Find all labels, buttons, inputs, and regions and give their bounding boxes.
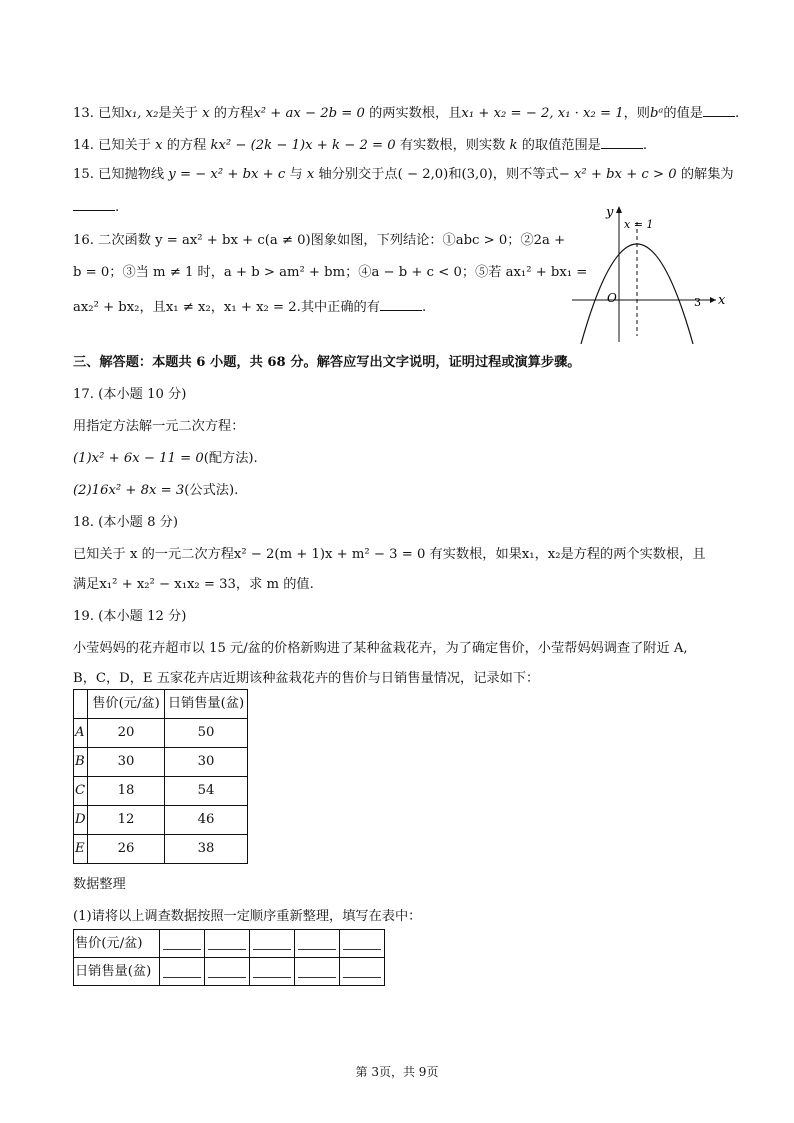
q15-inequality: − x² + bx + c > 0: [558, 167, 677, 182]
question-19-line2: B，C，D，E 五家花卉店近期该种盆栽花卉的售价与日销售量情况，记录如下：: [73, 671, 540, 686]
question-17-part2: [73, 484, 238, 497]
q13-text-5: ，则: [623, 106, 650, 121]
question-16-line3: [73, 298, 426, 314]
q13-text-3: 的方程: [209, 106, 254, 121]
table-row: [74, 806, 248, 835]
q16-text-2: .: [421, 300, 427, 315]
q14-text-4: 的取值范围是: [517, 138, 601, 153]
question-17-head: 17. (本小题 10 分): [73, 387, 187, 402]
question-19-line1: 小莹妈妈的花卉超市以 15 元/盆的价格新购进了某种盆栽花卉，为了确定售价，小莹帮妈妈调查了附近 A,: [73, 641, 688, 656]
row-label: D: [74, 806, 88, 835]
answer-blank[interactable]: [703, 104, 735, 117]
q15-text-6: 的解集为: [676, 167, 734, 182]
q14-text: 14. 已知关于: [73, 138, 156, 153]
q14-text-3: 有实数根，则实数: [395, 138, 510, 153]
price-cell: 26: [88, 835, 165, 864]
table-row: [74, 719, 248, 748]
row-label: A: [74, 719, 88, 748]
q15-x: x: [306, 167, 315, 182]
q14-x: x: [155, 138, 163, 153]
fill-cell[interactable]: [250, 958, 295, 986]
question-16-line1: 16. 二次函数 y = ax² + bx + c(a ≠ 0)图象如图，下列结论：①abc > 0；②2a +: [73, 233, 566, 248]
table-header-row: [74, 690, 248, 719]
survey-data-table: [73, 689, 248, 864]
question-15-line2: [73, 198, 119, 214]
sales-cell: 50: [165, 719, 248, 748]
fill-row-label-price: 售价(元/盆): [74, 930, 160, 958]
section-3-heading: 三、解答题：本题共 6 小题，共 68 分。解答应写出文字说明，证明过程或演算步骤。: [73, 355, 581, 370]
question-19-head: 19. (本小题 12 分): [73, 609, 187, 624]
answer-blank[interactable]: [380, 298, 422, 311]
symmetry-label: x = 1: [624, 218, 654, 231]
question-17-part1: [73, 452, 258, 465]
q15-parabola: y = − x² + bx + c: [168, 167, 286, 182]
fill-cell[interactable]: [205, 930, 250, 958]
table-row: [74, 835, 248, 864]
question-19-part1: (1)请将以上调查数据按照一定顺序重新整理，填写在表中：: [73, 909, 422, 924]
q15-text-2: 与: [285, 167, 307, 182]
fill-row-label-sales: 日销售量(盆): [74, 958, 160, 986]
q14-k: k: [509, 138, 518, 153]
y-axis-arrow: [616, 206, 622, 213]
origin-label: O: [607, 291, 617, 305]
table-row: [74, 748, 248, 777]
question-18-line1: 已知关于 x 的一元二次方程x² − 2(m + 1)x + m² − 3 = 0 有实数根，如果x₁，x₂是方程的两个实数根，且: [73, 547, 706, 562]
q15-point-1: ( − 2,0): [397, 167, 449, 182]
table-row: [74, 930, 385, 958]
fill-cell[interactable]: [340, 930, 385, 958]
row-label: C: [74, 777, 88, 806]
q17-equation-2: (2)16x² + 8x = 3: [73, 483, 185, 498]
question-16-line2: b = 0；③当 m ≠ 1 时，a + b > am² + bm；④a − b + c < 0；⑤若 ax₁² + bx₁ =: [73, 265, 588, 280]
fill-cell[interactable]: [160, 930, 205, 958]
q13-text: 13. 已知: [73, 106, 125, 121]
parabola-graph: [568, 202, 726, 344]
fill-cell[interactable]: [295, 958, 340, 986]
q17-method-2: (公式法).: [184, 483, 239, 498]
row-label: E: [74, 835, 88, 864]
table-corner-cell: [74, 690, 88, 719]
q13-vars: x₁, x₂: [124, 106, 159, 121]
q15-text-5: ，则不等式: [492, 167, 559, 182]
answer-blank[interactable]: [73, 198, 115, 211]
q13-text-2: 是关于: [158, 106, 203, 121]
price-cell: 12: [88, 806, 165, 835]
sales-cell: 30: [165, 748, 248, 777]
q15-text: 15. 已知抛物线: [73, 167, 169, 182]
question-17-intro: 用指定方法解一元二次方程：: [73, 419, 245, 434]
fill-cell[interactable]: [250, 930, 295, 958]
price-cell: 30: [88, 748, 165, 777]
sales-header: 日销售量(盆): [165, 690, 248, 719]
question-14: 14. 已知关于 x 的方程 kx² − (2k − 1)x + k − 2 = 0 有实数根，则实数 k 的取值范围是 .: [73, 138, 648, 153]
q17-equation-1: (1)x² + 6x − 11 = 0: [73, 451, 204, 466]
q17-method-1: (配方法).: [203, 451, 258, 466]
q16-text: ax₂² + bx₂，且x₁ ≠ x₂，x₁ + x₂ = 2.其中正确的有: [73, 300, 380, 315]
question-18-line2: 满足x₁² + x₂² − x₁x₂ = 33，求 m 的值.: [73, 577, 314, 592]
q15-text-3: 轴分别交于点: [314, 167, 398, 182]
sales-cell: 38: [165, 835, 248, 864]
x-axis-arrow: [710, 297, 716, 303]
question-18-head: 18. (本小题 8 分): [73, 515, 178, 530]
sales-cell: 46: [165, 806, 248, 835]
fill-cell[interactable]: [340, 958, 385, 986]
x-axis-label: x: [718, 293, 726, 308]
q15-point-2: (3,0): [461, 167, 493, 182]
fill-in-table: [73, 929, 385, 986]
answer-blank[interactable]: [601, 136, 643, 149]
q15-text-4: 和: [448, 167, 462, 182]
fill-cell[interactable]: [205, 958, 250, 986]
q13-equation: x² + ax − 2b = 0: [253, 106, 365, 121]
q13-x: x: [202, 106, 210, 121]
sales-cell: 54: [165, 777, 248, 806]
fill-cell[interactable]: [160, 958, 205, 986]
question-15: [73, 168, 734, 181]
page-footer: 第 3页，共 9页: [355, 1065, 439, 1079]
y-axis-label: y: [606, 205, 614, 220]
q14-text-2: 的方程: [162, 138, 211, 153]
fill-cell[interactable]: [295, 930, 340, 958]
q13-expression: bᵃ: [649, 106, 664, 121]
q13-text-6: 的值是: [663, 106, 703, 121]
table-row: [74, 777, 248, 806]
price-cell: 18: [88, 777, 165, 806]
q13-text-4: 的两实数根，且: [364, 106, 462, 121]
row-label: B: [74, 748, 88, 777]
q14-equation: kx² − (2k − 1)x + k − 2 = 0: [210, 138, 396, 153]
q13-condition: x₁ + x₂ = − 2, x₁ · x₂ = 1: [461, 106, 624, 121]
table-row: [74, 958, 385, 986]
price-header: 售价(元/盆): [88, 690, 165, 719]
question-13: 13. 已知x₁, x₂是关于 x 的方程x² + ax − 2b = 0 的两实数根，且x₁ + x₂ = − 2, x₁ · x₂ = 1，则bᵃ的值是 .: [73, 106, 740, 121]
data-organize-title: 数据整理: [73, 877, 126, 892]
tick-label-3: 3: [694, 296, 701, 309]
q15-text-7: .: [115, 200, 120, 215]
price-cell: 20: [88, 719, 165, 748]
